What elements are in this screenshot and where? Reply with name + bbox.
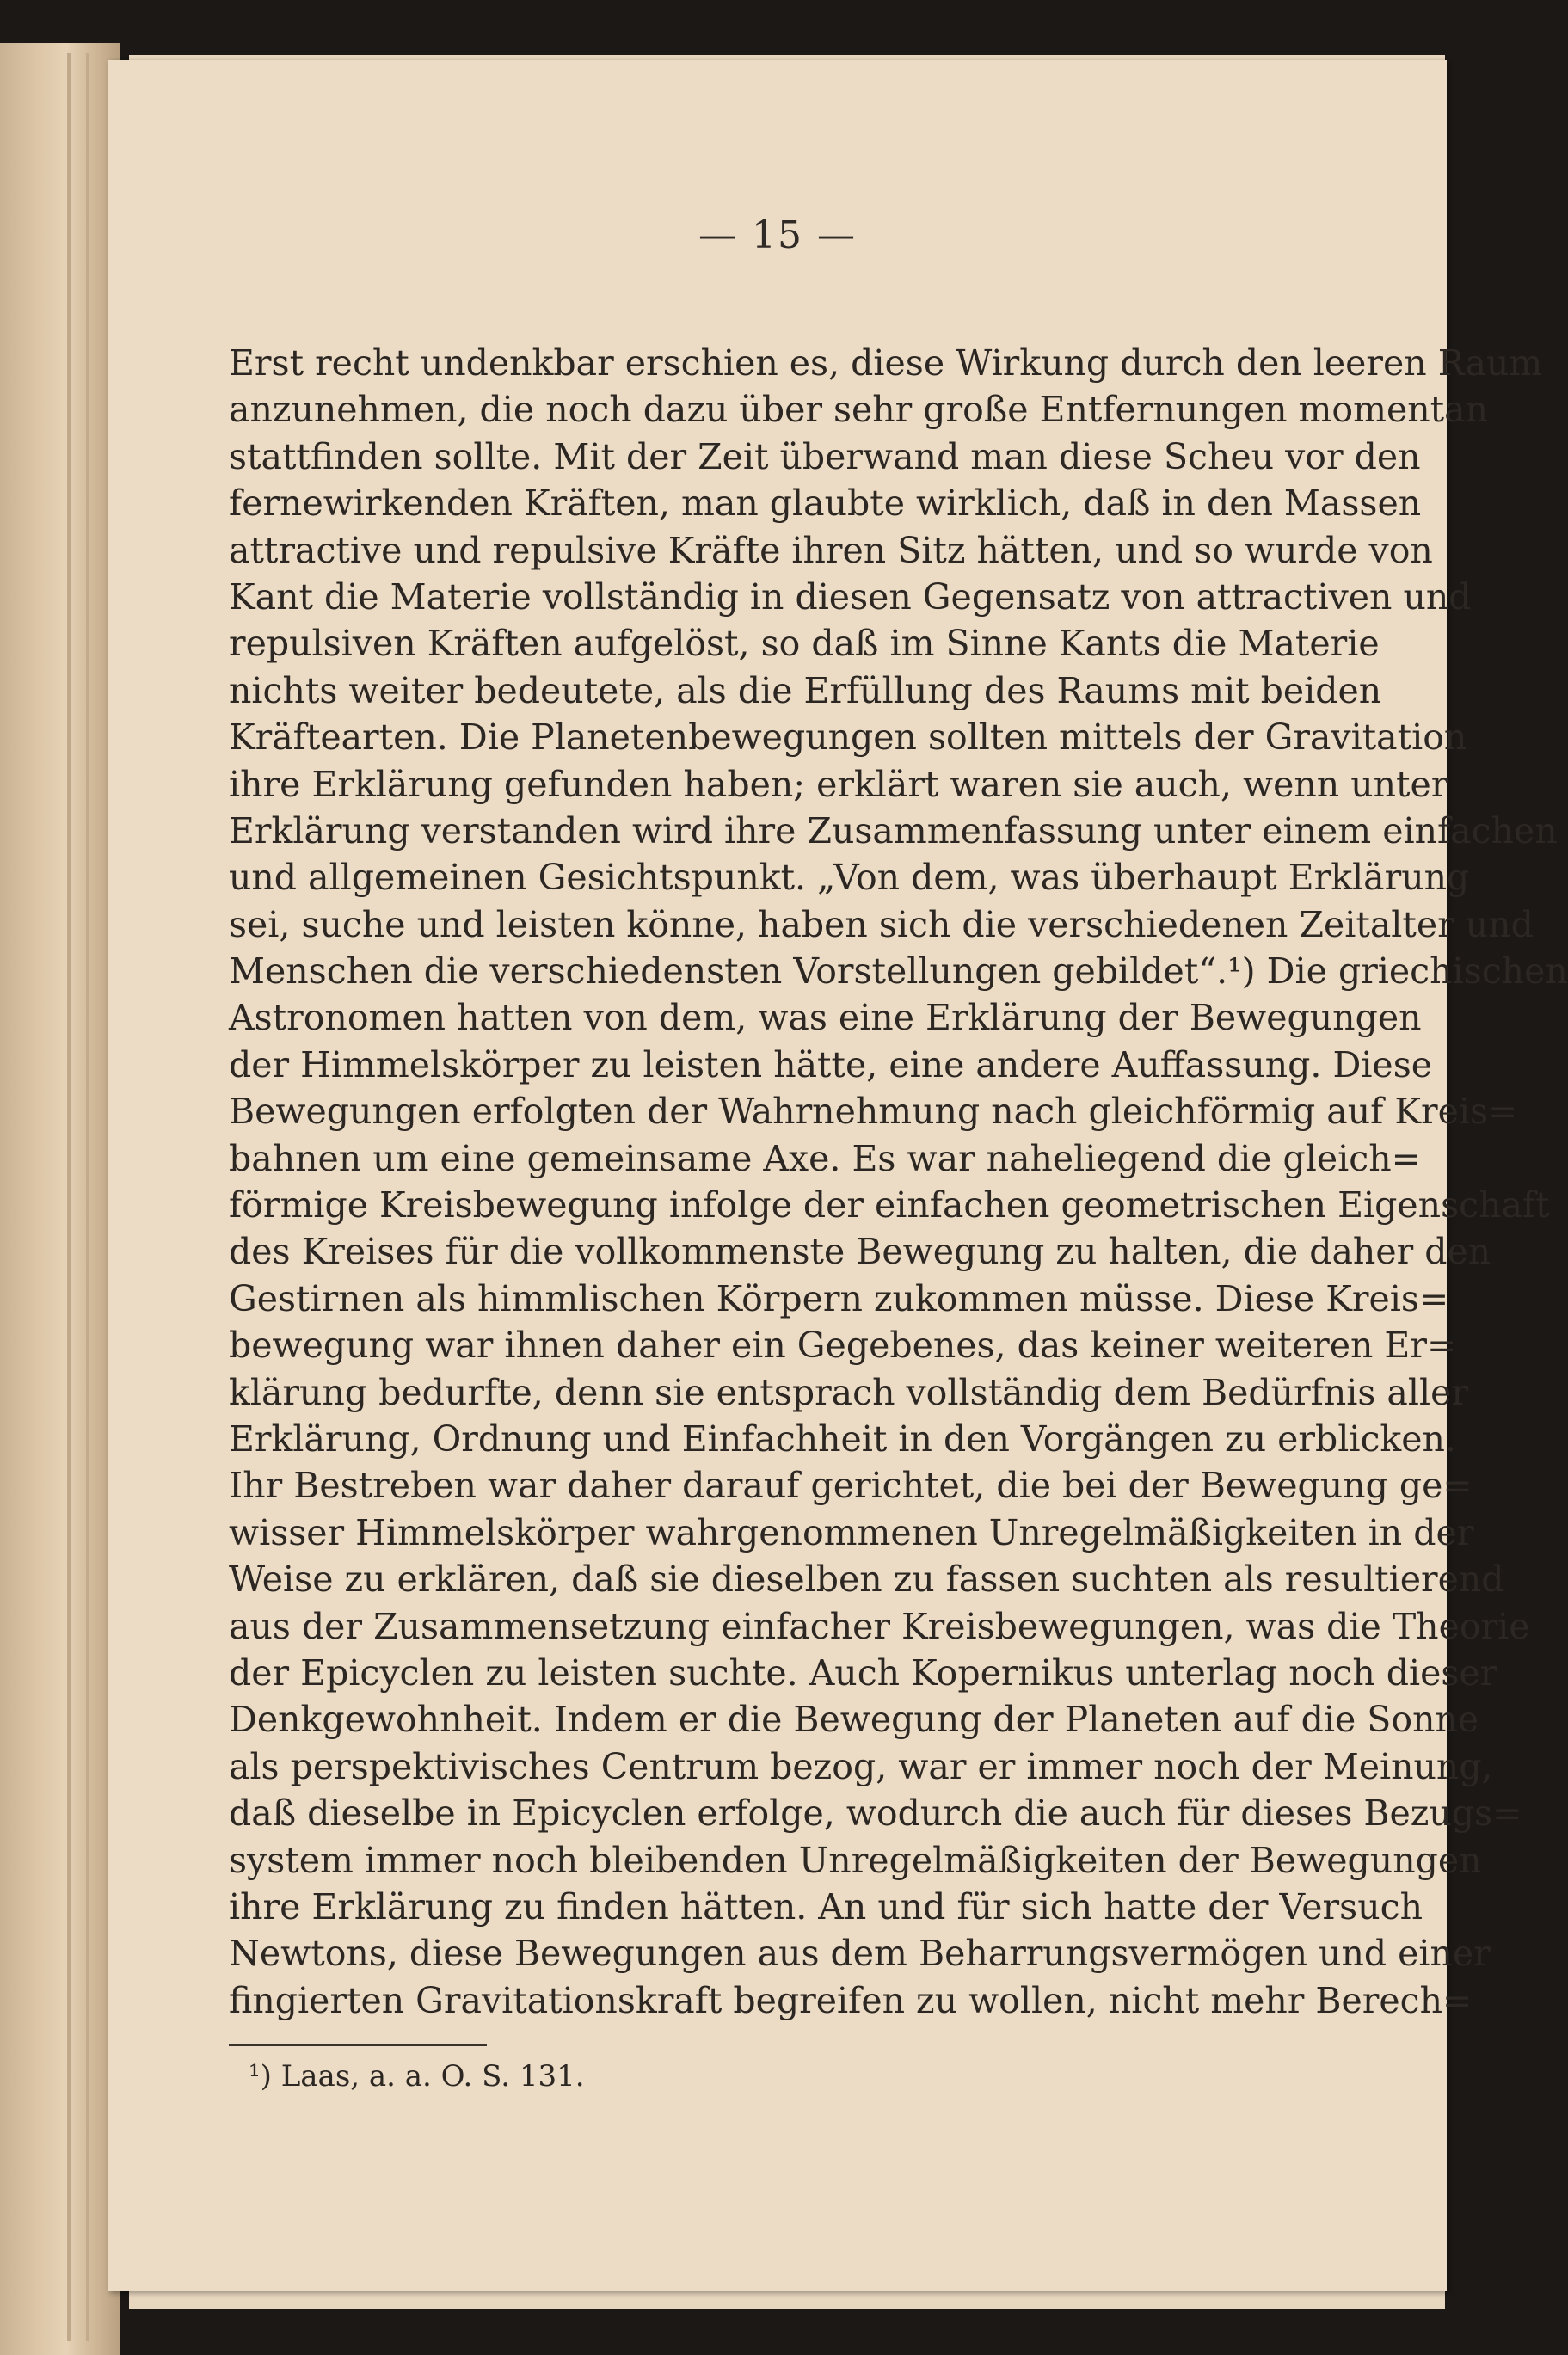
- text-line: aus der Zusammensetzung einfacher Kreisbewegungen, was die Theorie: [229, 1605, 1530, 1647]
- text-line: Erklärung verstanden wird ihre Zusammenfassung unter einem einfachen: [229, 809, 1558, 852]
- text-line: system immer noch bleibenden Unregelmäßigkeiten der Bewegungen: [229, 1839, 1482, 1881]
- text-line: Erklärung, Ordnung und Einfachheit in den Vorgängen zu erblicken.: [229, 1417, 1456, 1460]
- text-line: ihre Erklärung zu finden hätten. An und für sich hatte der Versuch: [229, 1885, 1423, 1928]
- text-line: Kant die Materie vollständig in diesen Gegensatz von attractiven und: [229, 575, 1472, 618]
- text-line: stattfinden sollte. Mit der Zeit überwand man diese Scheu vor den: [229, 435, 1421, 477]
- text-line: wisser Himmelskörper wahrgenommenen Unregelmäßigkeiten in der: [229, 1511, 1474, 1553]
- text-line: Menschen die verschiedensten Vorstellungen gebildet“.¹) Die griechischen: [229, 950, 1568, 993]
- text-line: Bewegungen erfolgten der Wahrnehmung nach gleichförmig auf Kreis=: [229, 1091, 1518, 1133]
- text-line: Gestirnen als himmlischen Körpern zukommen müsse. Diese Kreis=: [229, 1277, 1449, 1319]
- footnote-divider: [229, 2044, 487, 2046]
- book-page: [108, 60, 1568, 2291]
- text-line: fingierten Gravitationskraft begreifen zu wollen, nicht mehr Berech=: [229, 1979, 1473, 2021]
- text-line: anzunehmen, die noch dazu über sehr große Entfernungen momentan: [229, 389, 1488, 431]
- text-line: und allgemeinen Gesichtspunkt. „Von dem, was überhaupt Erklärung: [229, 857, 1470, 899]
- book-binding: [0, 43, 120, 2355]
- text-line: sei, suche und leisten könne, haben sich die verschiedenen Zeitalter und: [229, 903, 1534, 945]
- text-line: förmige Kreisbewegung infolge der einfachen geometrischen Eigenschaft: [229, 1184, 1550, 1227]
- text-line: Astronomen hatten von dem, was eine Erklärung der Bewegungen: [229, 997, 1422, 1039]
- text-line: ihre Erklärung gefunden haben; erklärt waren sie auch, wenn unter: [229, 763, 1448, 805]
- text-line: als perspektivisches Centrum bezog, war er immer noch der Meinung,: [229, 1745, 1493, 1787]
- binding-edge: [67, 53, 71, 2341]
- text-line: daß dieselbe in Epicyclen erfolge, wodurch die auch für dieses Bezugs=: [229, 1792, 1522, 1835]
- text-line: fernewirkenden Kräften, man glaubte wirklich, daß in den Massen: [229, 483, 1422, 525]
- text-line: des Kreises für die vollkommenste Bewegung zu halten, die daher den: [229, 1231, 1491, 1273]
- text-line: Kräftearten. Die Planetenbewegungen sollten mittels der Gravitation: [229, 716, 1467, 759]
- text-line: bahnen um eine gemeinsame Axe. Es war naheliegend die gleich=: [229, 1137, 1421, 1179]
- text-line: Newtons, diese Bewegungen aus dem Beharrungsvermögen und einer: [229, 1933, 1491, 1975]
- text-line: Ihr Bestreben war daher darauf gerichtet, die bei der Bewegung ge=: [229, 1465, 1473, 1507]
- body-text: [229, 340, 1568, 2024]
- text-line: repulsiven Kräften aufgelöst, so daß im Sinne Kants die Materie: [229, 623, 1380, 665]
- text-line: bewegung war ihnen daher ein Gegebenes, das keiner weiteren Er=: [229, 1325, 1457, 1367]
- text-line: nichts weiter bedeutete, als die Erfüllung des Raums mit beiden: [229, 669, 1382, 711]
- text-line: der Epicyclen zu leisten suchte. Auch Kopernikus unterlag noch dieser: [229, 1651, 1497, 1694]
- text-line: klärung bedurfte, denn sie entsprach vollständig dem Bedürfnis aller: [229, 1371, 1468, 1413]
- page-number: — 15 —: [698, 213, 857, 257]
- binding-edge-inner: [86, 53, 89, 2341]
- text-line: Denkgewohnheit. Indem er die Bewegung der Planeten auf die Sonne: [229, 1699, 1479, 1741]
- footnote: ¹) Laas, a. a. O. S. 131.: [249, 2059, 585, 2094]
- text-line: attractive und repulsive Kräfte ihren Sitz hätten, und so wurde von: [229, 529, 1433, 571]
- text-line: Weise zu erklären, daß sie dieselben zu fassen suchten als resultierend: [229, 1559, 1504, 1601]
- text-line: Erst recht undenkbar erschien es, diese Wirkung durch den leeren Raum: [229, 342, 1543, 384]
- text-line: der Himmelskörper zu leisten hätte, eine andere Auffassung. Diese: [229, 1043, 1433, 1085]
